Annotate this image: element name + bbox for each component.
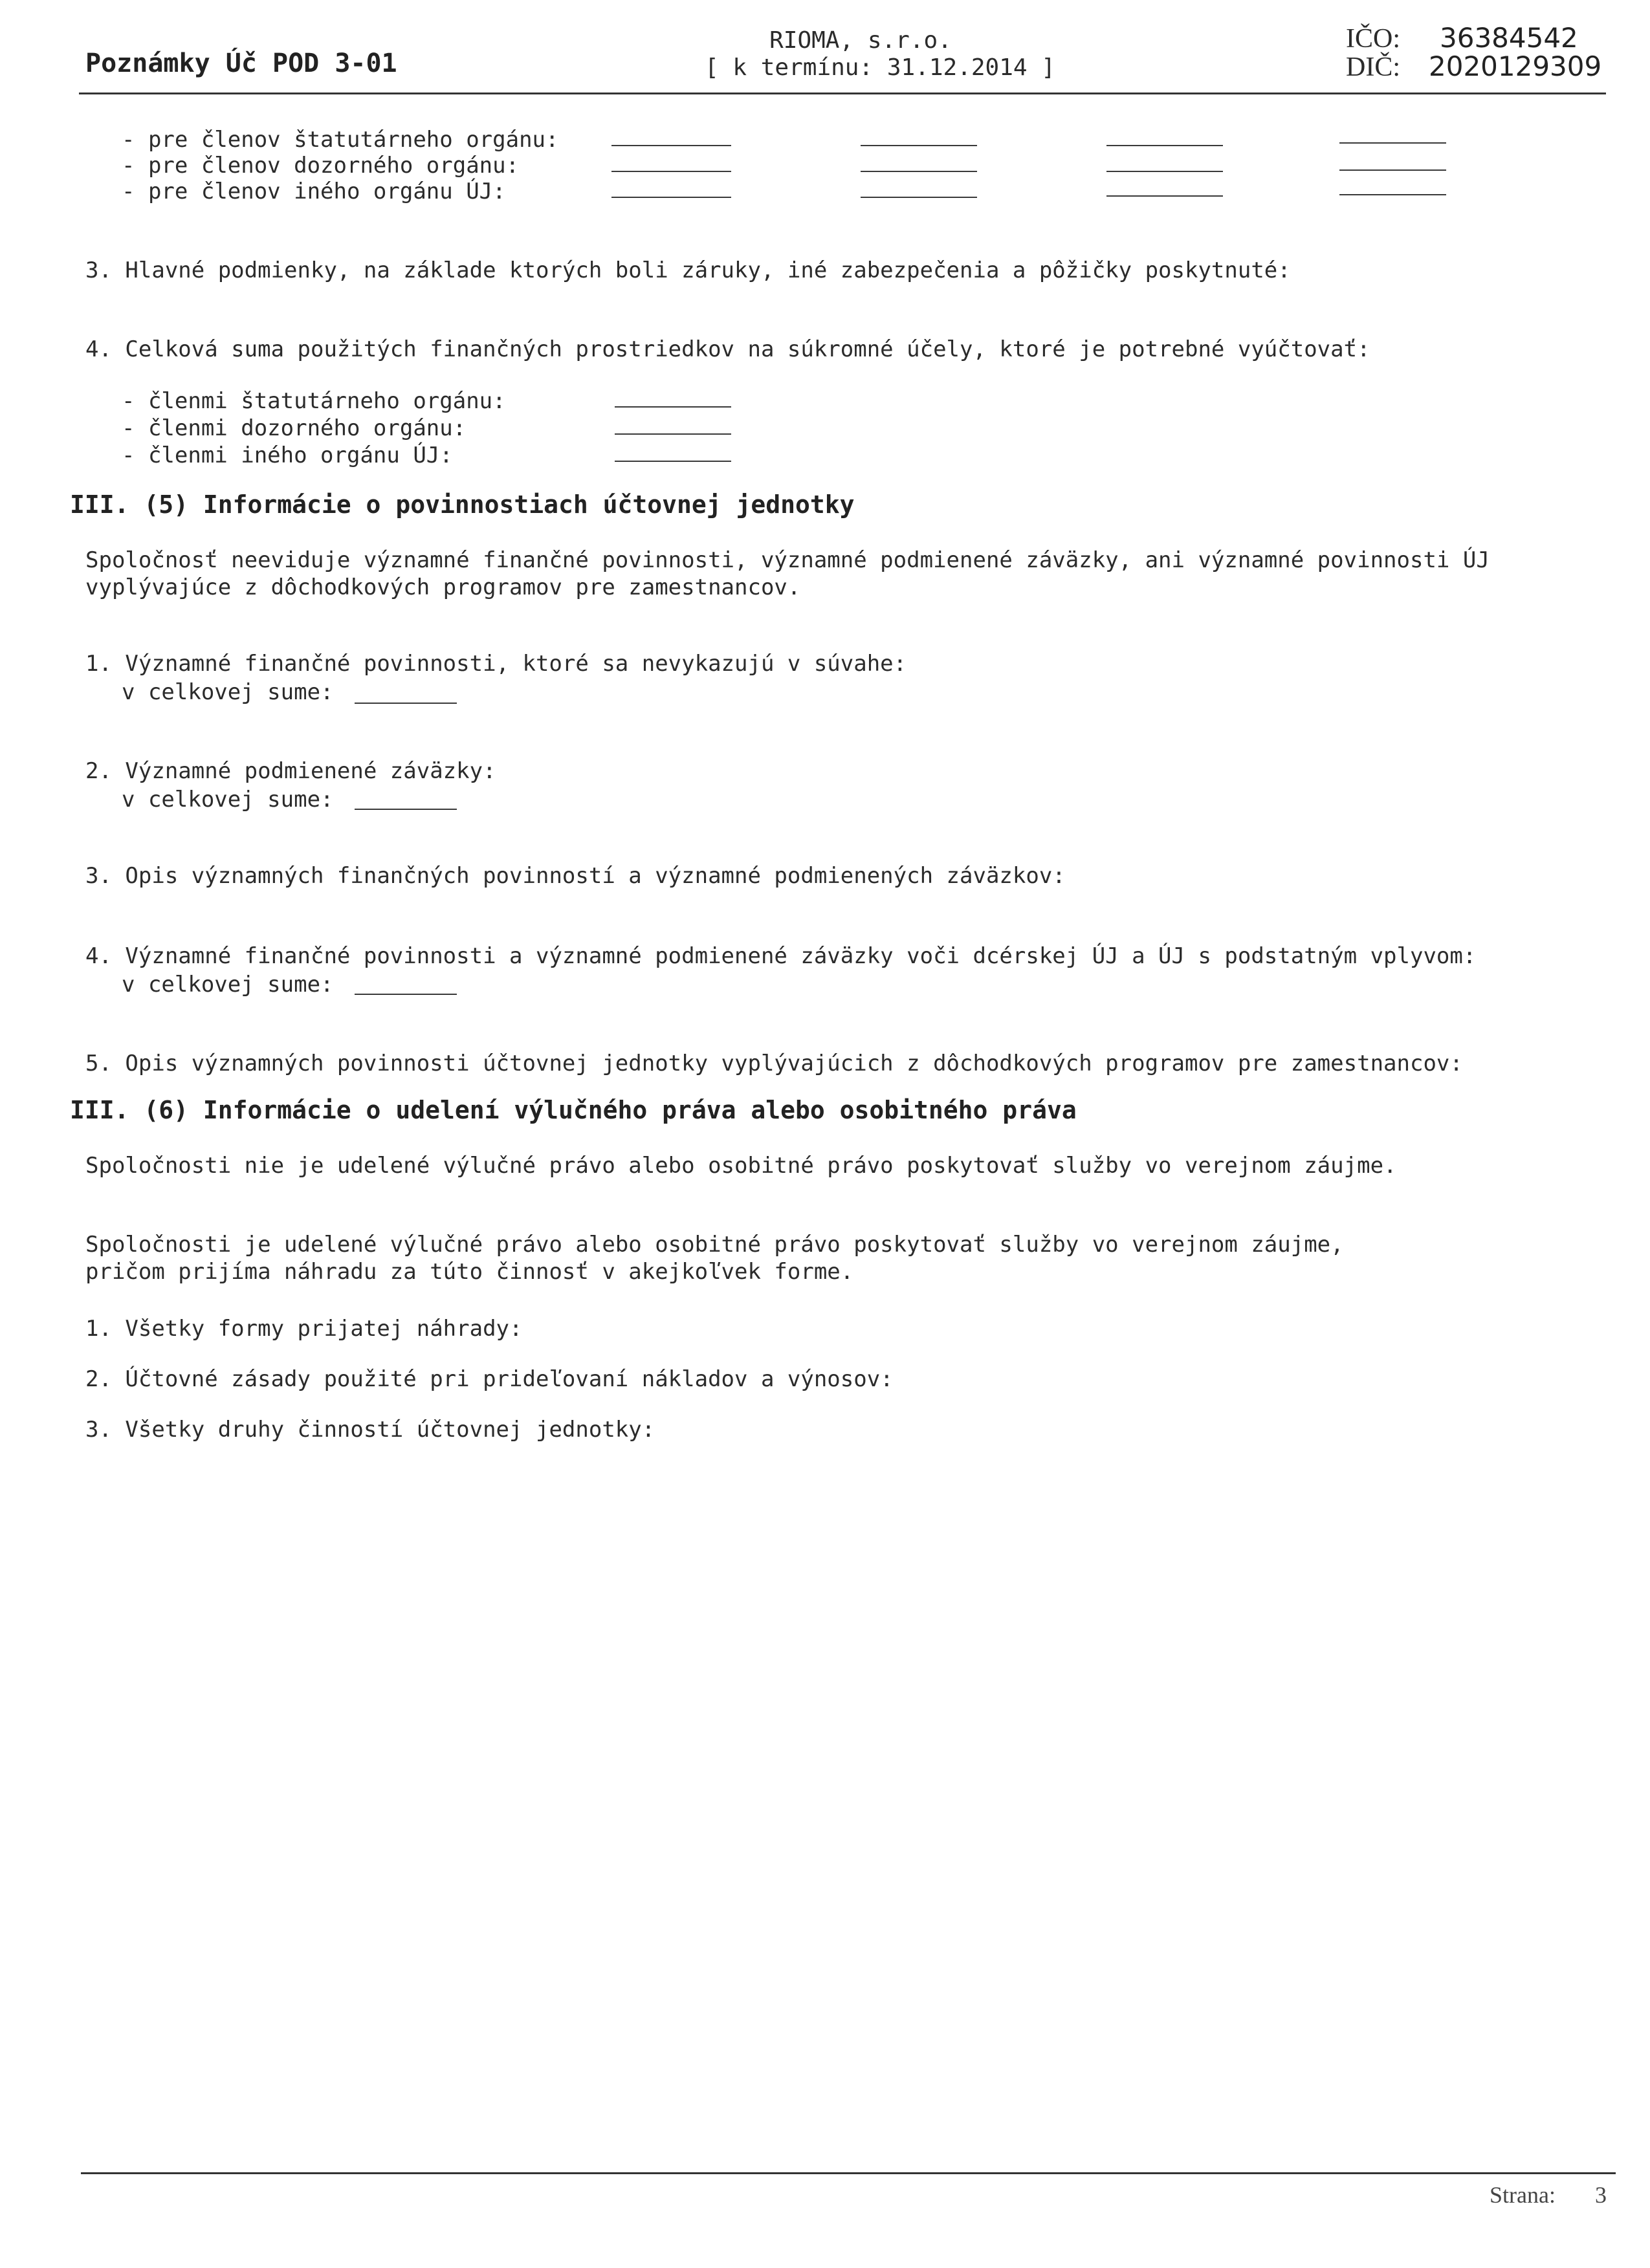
blank-field [355, 703, 457, 704]
item-activity-types: 3. Všetky druhy činností účtovnej jednotky: [85, 1417, 655, 1443]
row-supervisory-members: - pre členov dozorného orgánu: [122, 153, 520, 179]
blank-field [1339, 142, 1446, 144]
item-subsidiary-obligations-sum: v celkovej sume: [122, 972, 334, 998]
row-other-members: - pre členov iného orgánu ÚJ: [122, 179, 506, 204]
row-by-other: - členmi iného orgánu ÚJ: [122, 442, 453, 468]
exclusive-rights-granted-line2: pričom prijíma náhradu za túto činnosť v akejkoľvek forme. [85, 1259, 854, 1285]
section-heading-exclusive-rights: III. (6) Informácie o udelení výlučného práva alebo osobitného práva [70, 1096, 1077, 1124]
document-title: Poznámky Úč POD 3-01 [85, 49, 397, 78]
row-by-statutory: - členmi štatutárneho orgánu: [122, 388, 506, 414]
item-financial-obligations: 1. Významné finančné povinnosti, ktoré sa nevykazujú v súvahe: [85, 651, 907, 677]
dic-value: 2020129309 [1429, 50, 1602, 82]
page-label: Strana: [1490, 2182, 1556, 2208]
blank-field [615, 461, 731, 462]
item-guarantee-conditions: 3. Hlavné podmienky, na základe ktorých boli záruky, iné zabezpečenia a pôžičky poskytnuté: [85, 257, 1291, 283]
ico-value: 36384542 [1440, 22, 1578, 54]
blank-field [861, 171, 977, 172]
footer-rule [81, 2172, 1616, 2174]
company-name: RIOMA, s.r.o. [769, 27, 952, 54]
item-contingent-liabilities-sum: v celkovej sume: [122, 787, 334, 812]
exclusive-rights-granted-line1: Spoločnosti je udelené výlučné právo alebo osobitné právo poskytovať služby vo verejnom záujme, [85, 1232, 1344, 1258]
blank-field [1339, 169, 1446, 171]
blank-field [611, 145, 731, 146]
dic-label: DIČ: [1346, 52, 1400, 82]
row-by-supervisory: - členmi dozorného orgánu: [122, 415, 467, 441]
item-obligations-description: 3. Opis významných finančných povinností a významné podmienených záväzkov: [85, 863, 1066, 889]
blank-field [1106, 145, 1223, 146]
exclusive-rights-not-granted: Spoločnosti nie je udelené výlučné právo alebo osobitné právo poskytovať služby vo verejnom záujme. [85, 1153, 1397, 1179]
header-rule [79, 93, 1606, 94]
item-accounting-principles: 2. Účtovné zásady použité pri prideľovaní nákladov a výnosov: [85, 1366, 894, 1392]
item-compensation-forms: 1. Všetky formy prijatej náhrady: [85, 1316, 523, 1342]
blank-field [615, 406, 731, 408]
blank-field [861, 197, 977, 198]
item-financial-obligations-sum: v celkovej sume: [122, 679, 334, 705]
page-number: 3 [1595, 2182, 1607, 2208]
blank-field [611, 197, 731, 198]
blank-field [1106, 171, 1223, 172]
item-pension-obligations: 5. Opis významných povinnosti účtovnej jednotky vyplývajúcich z dôchodkových programov pre zamestnancov: [85, 1051, 1463, 1076]
term-date: [ k termínu: 31.12.2014 ] [705, 54, 1055, 81]
row-statutory-members: - pre členov štatutárneho orgánu: [122, 127, 559, 153]
blank-field [611, 171, 731, 172]
item-private-use-total: 4. Celková suma použitých finančných prostriedkov na súkromné účely, ktoré je potrebné vyúčtovať: [85, 336, 1370, 362]
blank-field [615, 433, 731, 435]
item-contingent-liabilities: 2. Významné podmienené záväzky: [85, 758, 496, 784]
obligations-intro-line1: Spoločnosť neeviduje významné finančné povinnosti, významné podmienené záväzky, ani významné povinnosti ÚJ [85, 547, 1490, 573]
item-subsidiary-obligations: 4. Významné finančné povinnosti a významné podmienené záväzky voči dcérskej ÚJ a ÚJ s podstatným vplyvom: [85, 943, 1477, 969]
blank-field [355, 994, 457, 995]
blank-field [861, 145, 977, 146]
obligations-intro-line2: vyplývajúce z dôchodkových programov pre zamestnancov. [85, 574, 801, 600]
blank-field [1106, 195, 1223, 197]
blank-field [1339, 194, 1446, 195]
blank-field [355, 809, 457, 810]
section-heading-obligations: III. (5) Informácie o povinnostiach účtovnej jednotky [70, 490, 855, 519]
ico-label: IČO: [1346, 24, 1400, 54]
